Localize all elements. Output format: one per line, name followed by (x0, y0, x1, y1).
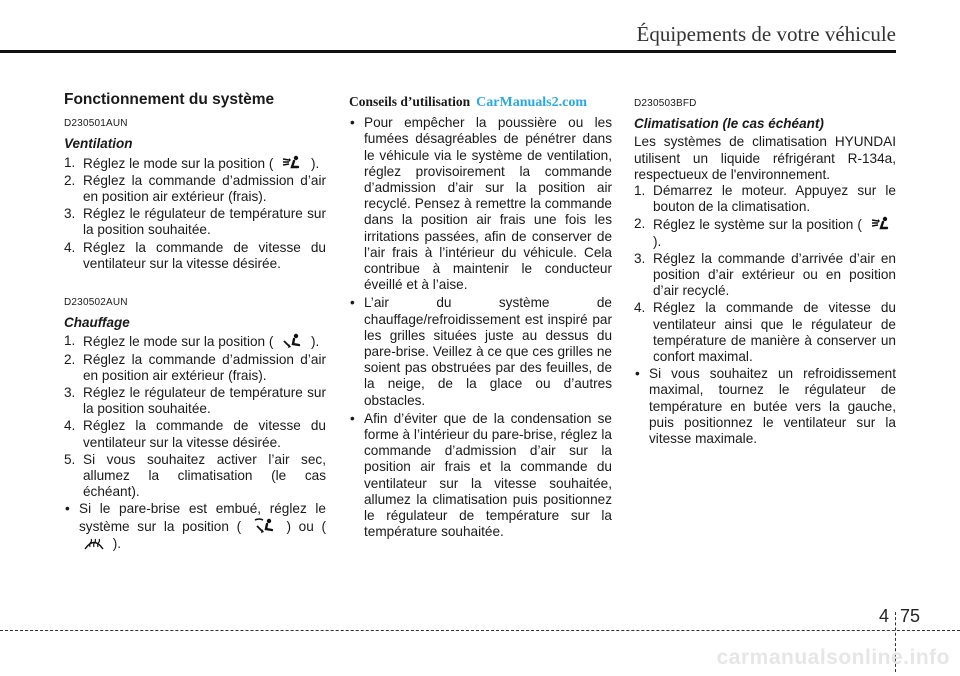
step-text: Réglez le régulateur de température sur la position souhaitée. (83, 385, 326, 417)
step-number: 1. (64, 154, 76, 170)
site-watermark: carmanualsonline.info (716, 646, 950, 669)
chauffage-title: Chauffage (64, 315, 130, 331)
bullet-mark: • (350, 115, 355, 131)
windshield-defrost-icon (83, 535, 105, 551)
list-item (64, 206, 326, 238)
vent-floor-defrost-icon (253, 518, 275, 534)
step-text: Démarrez le moteur. Appuyez sur le bouton de la climatisation. (653, 183, 896, 215)
list-item (634, 251, 896, 300)
ventilation-title: Ventilation (64, 136, 133, 152)
step-number: 3. (634, 250, 646, 266)
bullet-text-mid: ) ou ( (286, 518, 326, 534)
bullet-mark: • (635, 366, 640, 382)
list-item (349, 115, 612, 293)
list-item (634, 366, 896, 447)
header-rule (0, 50, 896, 53)
step-text-end: ). (310, 155, 320, 171)
list-item (64, 501, 326, 552)
climatisation-steps (634, 183, 896, 365)
step-text: Réglez le régulateur de température sur la position souhaitée. (83, 206, 326, 238)
list-item (64, 173, 326, 205)
step-text: Réglez le mode sur la position ( (83, 155, 274, 171)
climatisation-intro: Les systèmes de climatisation HYUNDAI utilisent un liquide réfrigérant R-134a, respectueux de l'environnement. (634, 134, 896, 182)
step-number: 4. (64, 418, 76, 434)
climatisation-title: Climatisation (le cas échéant) (634, 116, 824, 132)
bullet-text: Si le pare-brise est embué, réglez le système sur la position ( (79, 501, 326, 534)
chapter-title: Équipements de votre véhicule (636, 22, 896, 46)
step-text: Réglez la commande de vitesse du ventilateur sur la vitesse désirée. (83, 418, 326, 450)
list-item (64, 352, 326, 384)
list-item (64, 240, 326, 272)
list-item (634, 183, 896, 215)
step-text: Réglez la commande d’admission d’air en position air extérieur (frais). (83, 172, 326, 205)
step-number: 2. (64, 351, 76, 367)
bullet-mark: • (350, 410, 355, 426)
vent-face-icon (281, 155, 303, 171)
chapter-number: 4 (879, 606, 890, 626)
list-item (349, 295, 612, 408)
step-text-end: ). (653, 233, 662, 249)
bullet-text: L’air du système de chauffage/refroidissement est inspiré par les grilles situées juste au dessus du pare-brise. Veillez à ce que ces grilles ne soient pas obstruées par des feuilles, de la neige, de la glace ou d’autres obstacles. (364, 295, 612, 408)
step-text: Réglez le système sur la position ( (653, 217, 862, 233)
column-1 (64, 90, 326, 554)
list-item (64, 452, 326, 501)
step-number: 3. (64, 206, 76, 222)
footer-rule (0, 630, 960, 631)
chauffage-code: D230502AUN (64, 297, 128, 309)
column-2 (349, 90, 612, 542)
step-number: 3. (64, 385, 76, 401)
step-number: 4. (634, 300, 646, 316)
bullet-text: Si vous souhaitez un refroidissement maximal, tournez le régulateur de température en butée vers la gauche, puis positionnez le ventilateur sur la vitesse maximale. (649, 366, 896, 447)
step-text: Réglez la commande d’admission d’air en position air extérieur (frais). (83, 351, 326, 383)
bullet-mark: • (65, 501, 70, 517)
step-number: 5. (64, 451, 76, 467)
tips-heading (349, 94, 612, 111)
list-item (634, 300, 896, 365)
list-item (64, 155, 326, 172)
step-number: 4. (64, 239, 76, 255)
step-text: Réglez la commande de vitesse du ventilateur ainsi que le régulateur de température de manière à conserver un confort maximal. (653, 300, 896, 365)
step-number: 2. (64, 172, 76, 188)
vent-face-icon (870, 216, 892, 232)
list-item (64, 385, 326, 417)
step-text: Réglez le mode sur la position ( (83, 334, 274, 350)
climatisation-bullets (634, 366, 896, 447)
page-number: 75 (900, 606, 921, 626)
chauffage-bullets (64, 501, 326, 552)
step-text-end: ). (310, 334, 320, 350)
watermark-logo: CarManuals2.com (476, 95, 587, 110)
climatisation-code: D230503BFD (634, 98, 697, 109)
bullet-text-end: ). (112, 535, 122, 551)
list-item (64, 418, 326, 450)
step-text: Réglez la commande de vitesse du ventilateur sur la vitesse désirée. (83, 239, 326, 271)
tips-heading-text: Conseils d’utilisation (349, 94, 471, 109)
step-text: Si vous souhaitez activer l’air sec, allumez la climatisation (le cas échéant). (83, 451, 326, 500)
step-number: 1. (634, 183, 646, 199)
step-number: 2. (634, 216, 646, 232)
column-3 (634, 90, 896, 449)
list-item (64, 333, 326, 350)
section-heading: Fonctionnement du système (64, 91, 275, 108)
vent-floor-icon (281, 333, 303, 349)
bullet-text: Afin d’éviter que de la condensation se forme à l’intérieur du pare-brise, réglez la commande d’admission d’air sur la position air frais et la commande du ventilateur sur la vitesse souhaitée, allumez la climatisation puis positionnez le régulateur de température sur la température souhaitée. (364, 410, 612, 540)
list-item (634, 216, 896, 249)
chauffage-steps (64, 333, 326, 500)
bullet-text: Pour empêcher la poussière ou les fumées désagréables de pénétrer dans le véhicule via le système de ventilation, réglez provisoirement la commande d’admission d’air sur la position air recyclé. Pensez à remettre la commande dans la position air frais une fois les irritations passées, afin de conserver de l’air frais à l’intérieur du véhicule. Cela contribue à maintenir le conducteur éveillé et à l’aise. (364, 115, 612, 293)
bullet-mark: • (350, 295, 355, 311)
ventilation-code: D230501AUN (64, 118, 128, 130)
ventilation-steps (64, 155, 326, 272)
tips-list (349, 115, 612, 540)
step-number: 1. (64, 333, 76, 349)
list-item (349, 411, 612, 541)
step-text: Réglez la commande d’arrivée d’air en position d’air extérieur ou en position d’air recyclé. (653, 250, 896, 299)
